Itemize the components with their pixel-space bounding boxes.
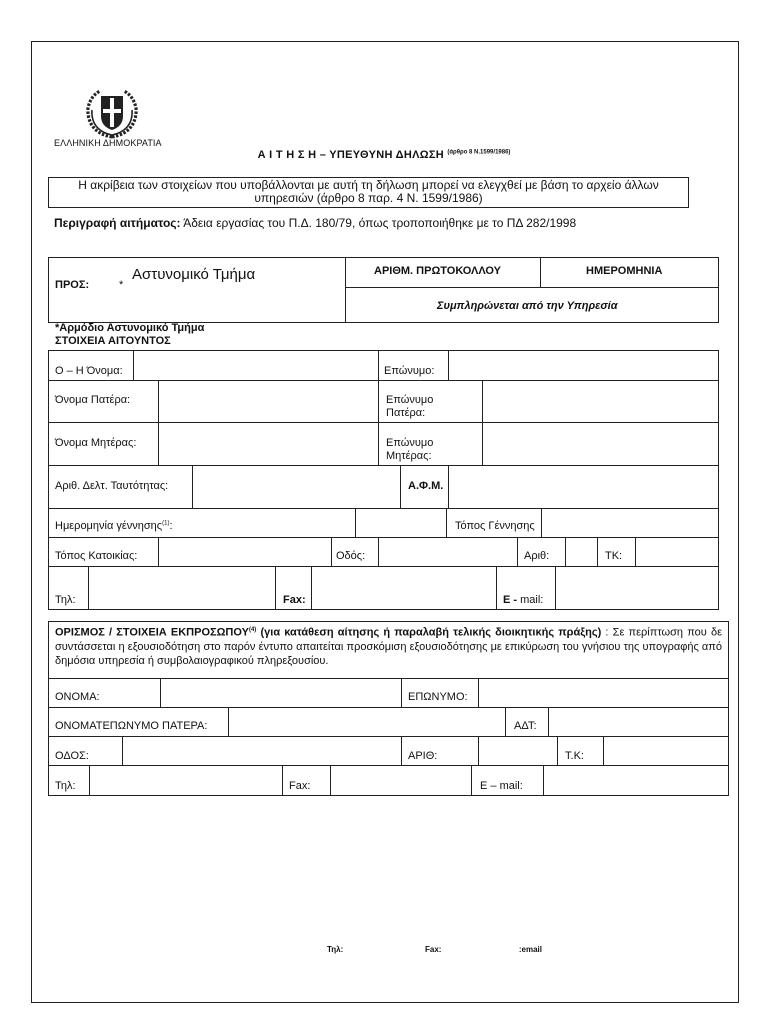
request-description-value: Άδεια εργασίας του Π.Δ. 180/79, όπως τροποποιήθηκε με το ΠΔ 282/1998 [183, 216, 577, 230]
recipient-footnote: *Αρμόδιο Αστυνομικό Τμήμα [55, 322, 205, 334]
divider [401, 678, 402, 707]
divider [557, 736, 558, 765]
street-field[interactable] [379, 538, 516, 565]
accuracy-notice-box: Η ακρίβεια των στοιχείων που υποβάλλονται με αυτή τη δήλωση μπορεί να ελεγχθεί με βάση το αρχείο άλλων υπηρεσιών (άρθρο 8 παρ. 4 Ν. 1599/1986) [48, 177, 689, 208]
applicant-section-title: ΣΤΟΙΧΕΙΑ ΑΙΤΟΥΝΤΟΣ [55, 335, 171, 347]
rep-id-label: ΑΔΤ: [514, 720, 537, 732]
republic-label: ΕΛΛΗΝΙΚΗ ΔΗΜΟΚΡΑΤΙΑ [54, 138, 162, 148]
rep-postal-label: Τ.Κ: [565, 750, 584, 762]
recipient-asterisk: * [119, 279, 124, 291]
rep-email-label: E – mail: [480, 780, 523, 792]
mother-name-field[interactable] [159, 423, 377, 464]
mother-surname-field[interactable] [483, 423, 718, 464]
first-name-field[interactable] [134, 351, 377, 379]
father-surname-label: Επώνυμο Πατέρα: [386, 394, 434, 419]
birth-place-label: Τόπος Γέννησης [455, 520, 535, 532]
greek-coat-of-arms-emblem [84, 88, 140, 140]
phone-field[interactable] [89, 567, 274, 609]
divider [401, 736, 402, 765]
rep-fax-field[interactable] [331, 766, 470, 795]
afm-label: Α.Φ.Μ. [408, 480, 444, 492]
postal-code-label: ΤΚ: [605, 550, 623, 562]
street-label: Οδός: [336, 550, 366, 562]
divider [597, 537, 598, 566]
divider [400, 465, 401, 508]
birth-date-text: Ημερομηνία γέννησης [55, 520, 163, 532]
rep-surname-label: ΕΠΩΝΥΜΟ: [408, 691, 468, 703]
mother-surname-label: Επώνυμο Μητέρας: [386, 437, 434, 462]
rep-postal-field[interactable] [604, 737, 728, 764]
representative-heading [55, 623, 722, 668]
father-name-field[interactable] [159, 381, 377, 421]
afm-field[interactable] [449, 466, 718, 507]
rep-phone-field[interactable] [90, 766, 281, 795]
footer-phone-label: Τηλ: [327, 945, 344, 954]
rep-phone-label: Τηλ: [55, 780, 76, 792]
birth-date-extra-field[interactable] [356, 509, 445, 536]
divider [446, 508, 447, 537]
surname-label: Επώνυμο: [384, 365, 435, 377]
first-name-label: Ο – Η Όνομα: [55, 365, 123, 377]
representative-heading-purpose: (για κατάθεση αίτησης ή παραλαβή τελικής διοικητικής πράξης) [256, 626, 602, 639]
footer-email-label: email: [518, 945, 542, 954]
rep-name-field[interactable] [161, 679, 400, 706]
father-surname-field[interactable] [483, 381, 718, 421]
email-field[interactable] [556, 567, 718, 609]
divider [378, 350, 379, 380]
rep-surname-field[interactable] [479, 679, 728, 706]
rep-number-label: ΑΡΙΘ: [408, 750, 438, 762]
fax-label: Fax: [283, 594, 306, 606]
service-fill-note: Συμπληρώνεται από την Υπηρεσία [437, 300, 618, 312]
footer-fax-label: Fax: [425, 945, 442, 954]
surname-field[interactable] [449, 351, 718, 379]
residence-field[interactable] [159, 538, 330, 565]
divider [540, 257, 541, 287]
birth-place-field[interactable] [542, 509, 718, 536]
representative-heading-title: ΟΡΙΣΜΟΣ / ΣΤΟΙΧΕΙΑ ΕΚΠΡΟΣΩΠΟΥ [55, 626, 249, 639]
postal-code-field[interactable] [636, 538, 718, 565]
rep-id-field[interactable] [549, 708, 728, 735]
id-number-label: Αριθ. Δελτ. Ταυτότητας: [55, 480, 169, 492]
date-label: ΗΜΕΡΟΜΗΝΙΑ [586, 265, 663, 277]
protocol-number-label: ΑΡΙΘΜ. ΠΡΩΤΟΚΟΛΛΟΥ [374, 265, 502, 277]
representative-heading-text: : Σε περίπτωση που δε συντάσσεται η εξουσιοδότηση στο παρόν έντυπο απαιτείται προσκόμιση εξουσιοδότησης με επικύρωση του γνήσιου της υπογραφής από δημόσια υπηρεσία ή συμβολαιογραφικού πληρεξουσίου. [55, 626, 722, 667]
id-number-field[interactable] [193, 466, 399, 507]
rep-father-fullname-label: ΟΝΟΜΑΤΕΠΩΝΥΜΟ ΠΑΤΕΡΑ: [55, 720, 208, 732]
rep-fax-label: Fax: [289, 780, 311, 792]
fax-field[interactable] [312, 567, 495, 609]
birth-date-field[interactable] [195, 509, 354, 536]
divider [517, 537, 518, 566]
divider [282, 765, 283, 796]
street-number-label: Αριθ: [524, 550, 550, 562]
divider [496, 566, 497, 610]
email-label [503, 594, 543, 606]
title-main: Α Ι Τ Η Σ Η – ΥΠΕΥΘΥΝΗ ΔΗΛΩΣΗ [257, 149, 444, 161]
rep-street-field[interactable] [123, 737, 400, 764]
divider [378, 380, 379, 465]
rep-email-field[interactable] [544, 766, 728, 795]
divider [275, 566, 276, 610]
title-legal-reference: (άρθρο 8 Ν.1599/1986) [447, 149, 511, 156]
birth-date-label [55, 520, 173, 532]
rep-name-label: ΟΝΟΜΑ: [55, 691, 100, 703]
request-description [54, 216, 576, 230]
mother-name-label: Όνομα Μητέρας: [55, 437, 137, 449]
street-number-field[interactable] [566, 538, 596, 565]
representative-heading-footnote: (4) [248, 627, 257, 633]
rep-street-label: ΟΔΟΣ: [55, 750, 89, 762]
protocol-date-field[interactable] [346, 288, 718, 322]
phone-label: Τηλ: [55, 594, 76, 606]
email-label-prefix: E - [503, 594, 518, 606]
father-name-label: Όνομα Πατέρα: [55, 394, 131, 406]
divider [471, 765, 472, 796]
request-description-label: Περιγραφή αιτήματος: [54, 216, 181, 230]
recipient-label: ΠΡΟΣ: [55, 279, 90, 291]
divider [331, 537, 332, 566]
birth-date-footnote: (1) [162, 520, 170, 527]
divider [505, 707, 506, 736]
email-label-suffix: mail: [517, 594, 544, 606]
birth-date-colon: : [169, 520, 173, 532]
recipient-police-station-field[interactable]: Αστυνομικό Τμήμα [132, 266, 256, 283]
document-title [0, 149, 768, 161]
rep-father-fullname-field[interactable] [229, 708, 504, 735]
rep-number-field[interactable] [479, 737, 556, 764]
residence-label: Τόπος Κατοικίας: [55, 550, 138, 562]
